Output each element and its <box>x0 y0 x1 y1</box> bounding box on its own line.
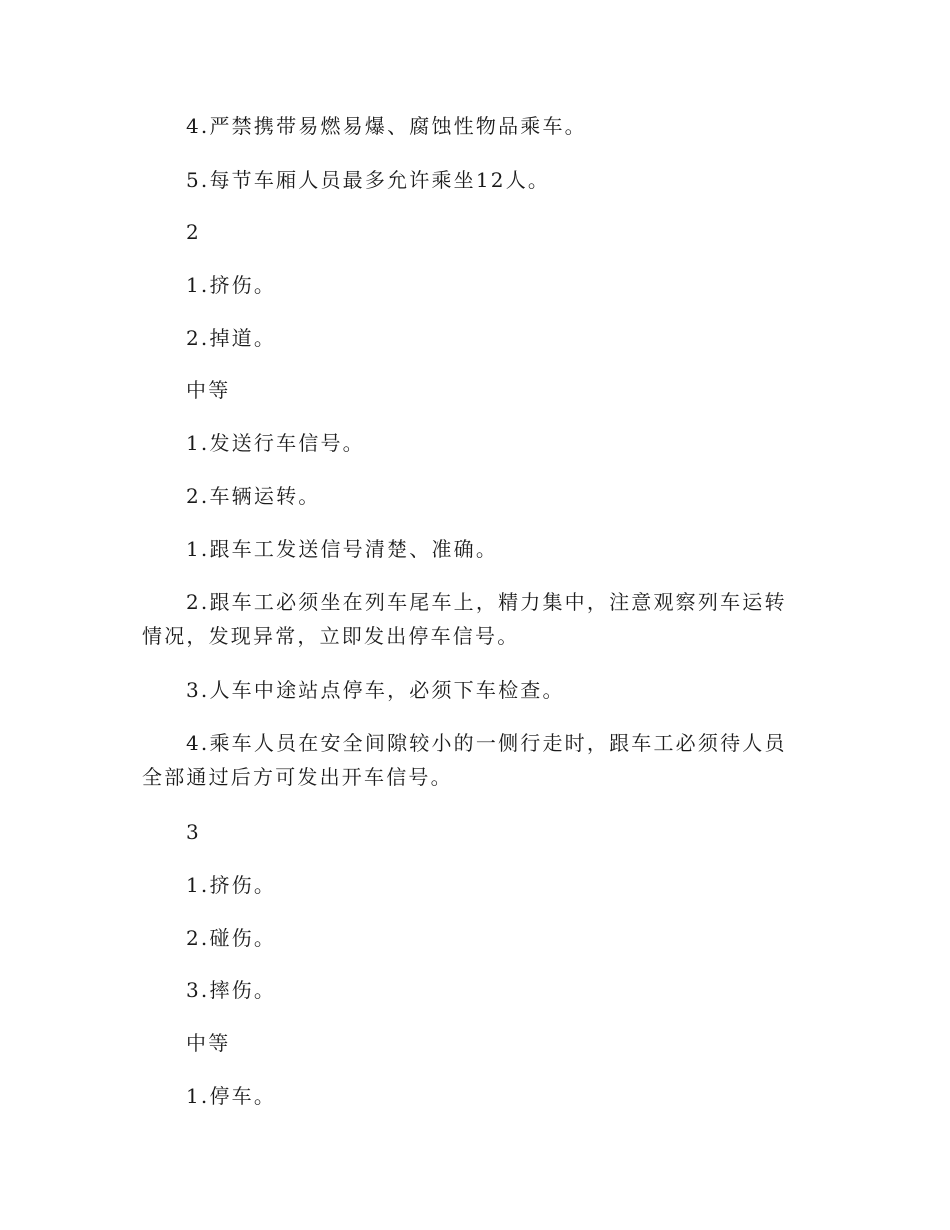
paragraph: 3.人车中途站点停车，必须下车检查。 <box>186 678 565 702</box>
paragraph: 4.乘车人员在安全间隙较小的一侧行走时，跟车工必须待人员全部通过后方可发出开车信号。 <box>142 731 787 789</box>
paragraph: 1.挤伤。 <box>186 273 277 297</box>
paragraph: 1.停车。 <box>186 1084 277 1108</box>
paragraph: 1.发送行车信号。 <box>186 431 365 455</box>
paragraph: 2.跟车工必须坐在列车尾车上，精力集中，注意观察列车运转情况，发现异常，立即发出停车信号。 <box>142 590 787 648</box>
paragraph: 2.掉道。 <box>186 326 277 350</box>
paragraph: 1.挤伤。 <box>186 873 277 897</box>
paragraph: 3.摔伤。 <box>186 978 277 1002</box>
paragraph: 4.严禁携带易燃易爆、腐蚀性物品乘车。 <box>186 114 587 138</box>
risk-level: 中等 <box>186 1031 231 1055</box>
section-number: 2 <box>186 220 201 244</box>
risk-level: 中等 <box>186 378 231 402</box>
paragraph: 2.车辆运转。 <box>186 484 321 508</box>
section-number: 3 <box>186 820 201 844</box>
paragraph: 5.每节车厢人员最多允许乘坐12人。 <box>186 168 551 192</box>
paragraph: 1.跟车工发送信号清楚、准确。 <box>186 537 499 561</box>
paragraph: 2.碰伤。 <box>186 926 277 950</box>
